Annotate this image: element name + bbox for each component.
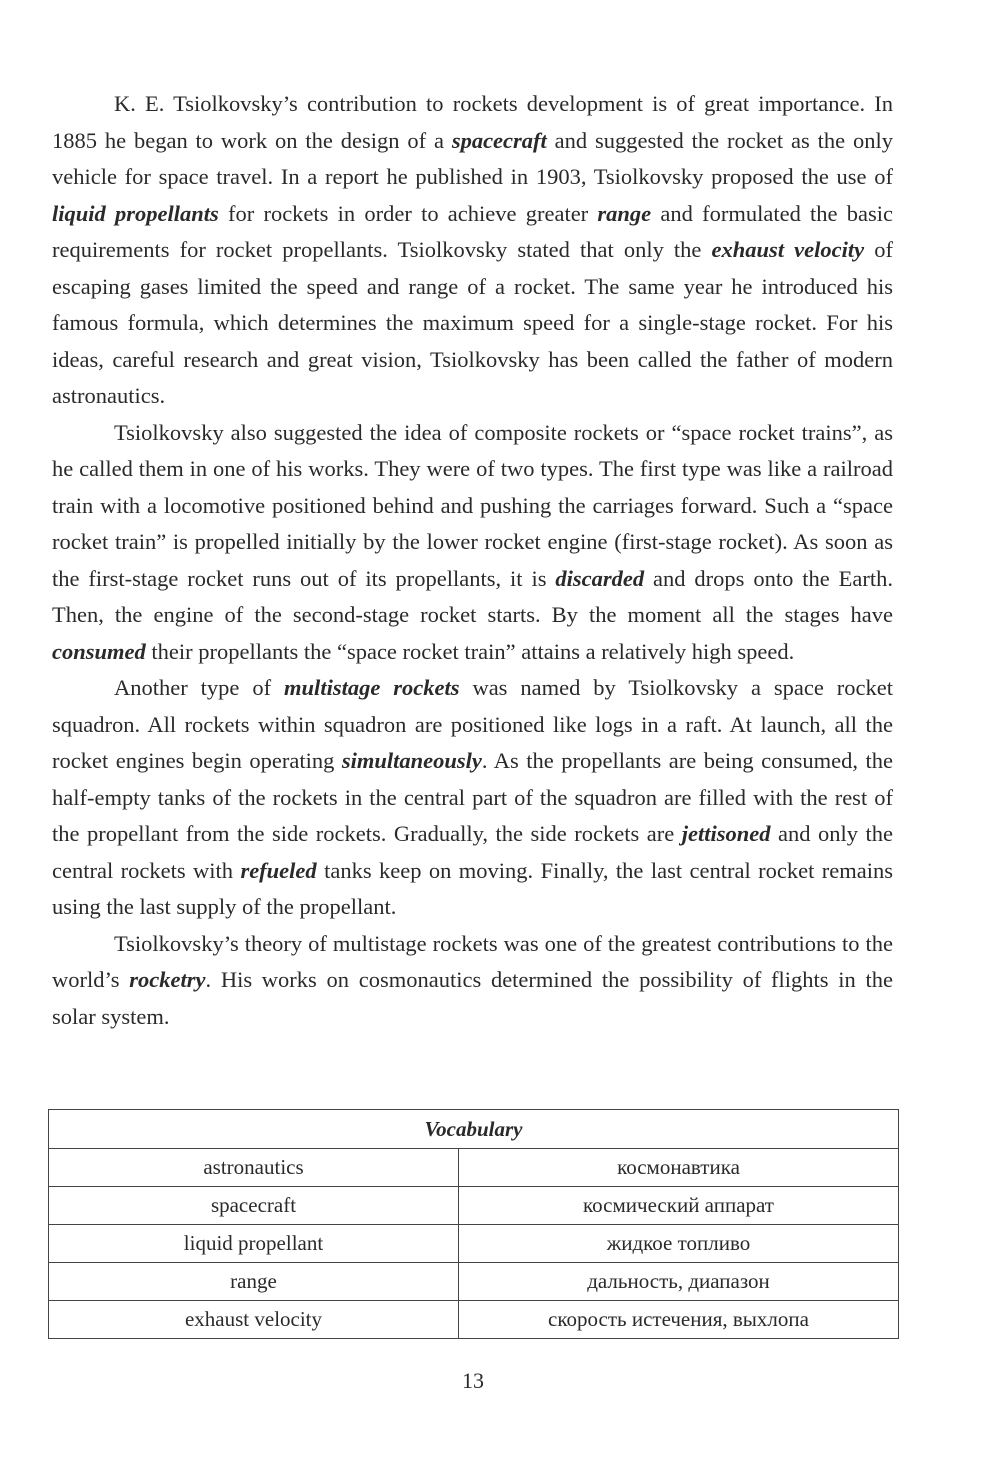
vocabulary-table [48, 1109, 899, 1339]
vocabulary-row [49, 1149, 899, 1187]
paragraph-1: K. E. Tsiolkovsky’s contribution to rockets development is of great importance. In 1885 he began to work on the design of a spacecraft and suggested the rocket as the only vehicle for space travel. In a report he published in 1903, Tsiolkovsky proposed the use of liquid propellants for rockets in order to achieve greater range and formulated the basic requirements for rocket propellants. Tsiolkovsky stated that only the exhaust velocity of escaping gases limited the speed and range of a rocket. The same year he introduced his famous formula, which determines the maximum speed for a single-stage rocket. For his ideas, careful research and great vision, Tsiolkovsky has been called the father of modern astronautics. [52, 91, 893, 408]
vocabulary-header-row [49, 1110, 899, 1149]
key-term: jettisoned [681, 821, 771, 846]
paragraph-4: Tsiolkovsky’s theory of multistage rockets was one of the greatest contributions to the world’s rocketry. His works on cosmonautics determined the possibility of flights in the solar system. [52, 930, 893, 1029]
page-number: 13 [462, 1368, 484, 1393]
key-term: refueled [240, 857, 317, 883]
term-russian: скорость истечения, выхлопа [459, 1301, 899, 1339]
key-term: exhaust velocity [711, 237, 865, 262]
key-term: consumed [52, 638, 146, 664]
paragraph-3: Another type of multistage rockets was named by Tsiolkovsky a space rocket squadron. All rockets within squadron are positioned like logs in a raft. At launch, all the rocket engines begin operating simultaneously. As the propellants are being consumed, the half-empty tanks of the rockets in the central part of the squadron are filled with the rest of the propellant from the side rockets. Gradually, the side rockets are jettisoned and only the central rockets with refueled tanks keep on moving. Finally, the last central rocket remains using the last supply of the propellant. [52, 675, 894, 919]
key-term: liquid propellants [52, 200, 219, 226]
term-english: range [49, 1263, 459, 1301]
key-term: rocketry [129, 967, 206, 992]
vocabulary-row [49, 1225, 899, 1263]
term-russian: космический аппарат [459, 1187, 899, 1225]
paragraph-2: Tsiolkovsky also suggested the idea of composite rockets or “space rocket trains”, as he called them in one of his works. They were of two types. The first type was like a railroad train with a locomotive positioned behind and pushing the carriages forward. Such a “space rocket train” is propelled initially by the lower rocket engine (first-stage rocket). As soon as the first-stage rocket runs out of its propellants, it is discarded and drops onto the Earth. Then, the engine of the second-stage rocket starts. By the moment all the stages have consumed their propellants the “space rocket train” attains a relatively high speed. [52, 419, 893, 664]
key-term: simultaneously [341, 748, 482, 773]
term-russian: дальность, диапазон [459, 1263, 899, 1301]
key-term: multistage rockets [284, 675, 460, 700]
key-term: range [597, 200, 652, 226]
term-russian: жидкое топливо [459, 1225, 899, 1263]
vocabulary-row [49, 1187, 899, 1225]
vocabulary-row [49, 1301, 899, 1339]
vocabulary-row [49, 1263, 899, 1301]
term-russian: космонавтика [459, 1149, 899, 1187]
vocabulary-title: Vocabulary [49, 1110, 899, 1149]
key-term: spacecraft [451, 127, 547, 153]
term-english: spacecraft [49, 1187, 459, 1225]
term-english: astronautics [49, 1149, 459, 1187]
term-english: exhaust velocity [49, 1301, 459, 1339]
key-term: discarded [555, 565, 645, 591]
term-english: liquid propellant [49, 1225, 459, 1263]
body-text [52, 86, 893, 1035]
